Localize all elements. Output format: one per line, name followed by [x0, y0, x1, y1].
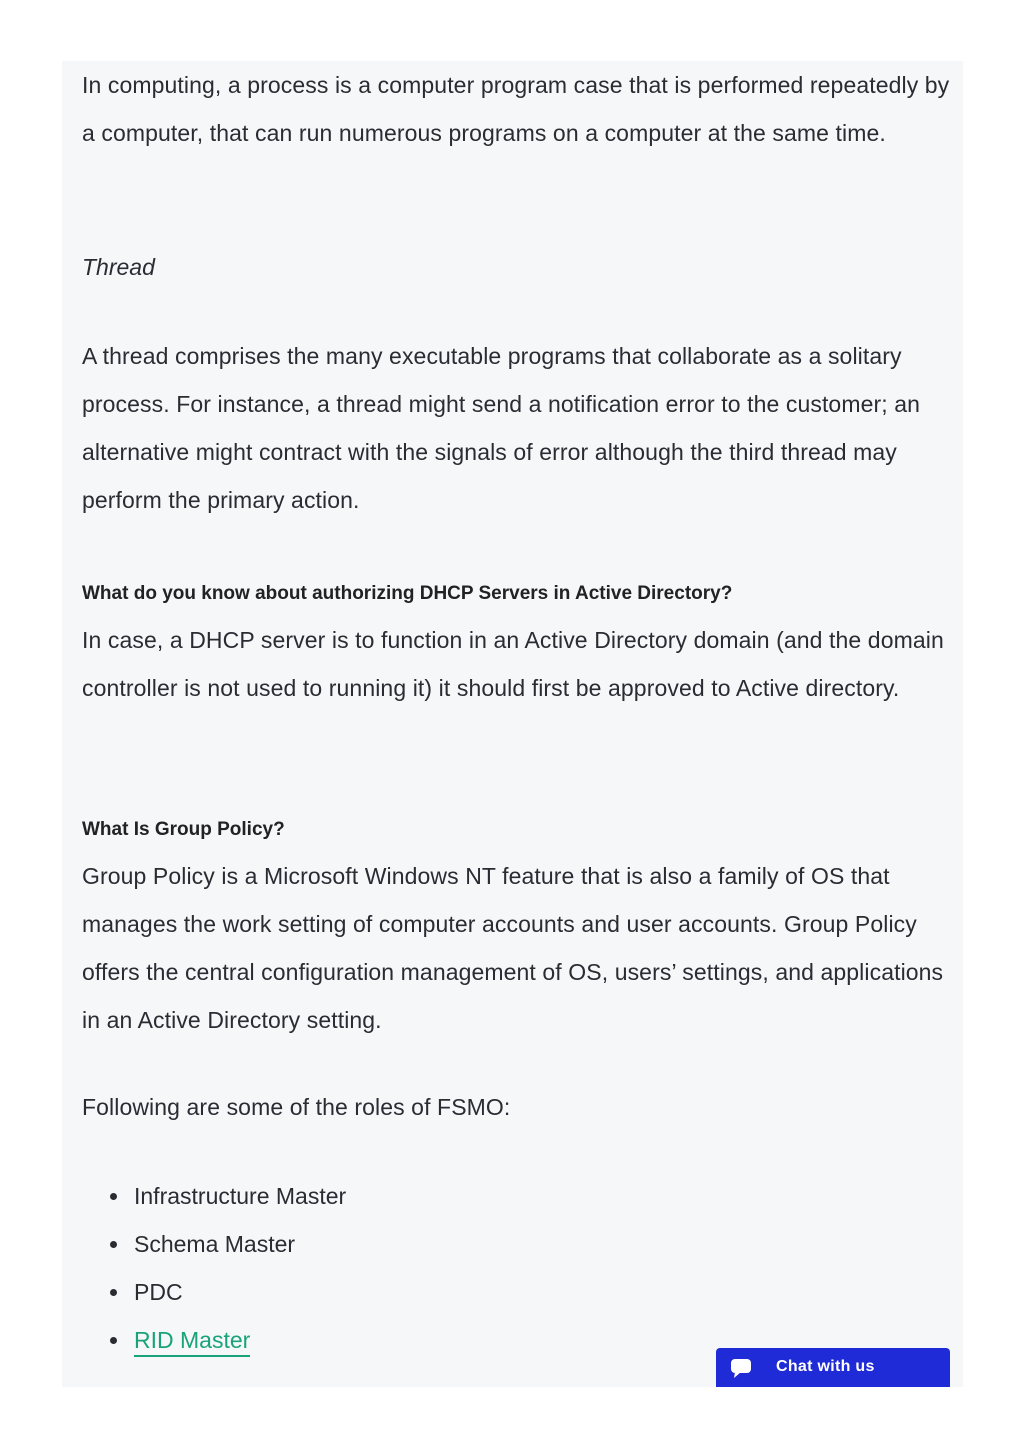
thread-heading: Thread — [82, 254, 155, 280]
fsmo-intro-paragraph: Following are some of the roles of FSMO: — [82, 1094, 511, 1120]
group-policy-question-heading: What Is Group Policy? — [82, 819, 285, 840]
dhcp-answer-paragraph: In case, a DHCP server is to function in an Active Directory domain (and the domain controller is not used to running it) it should first be approved to Active directory. — [82, 627, 944, 701]
list-item — [82, 1316, 346, 1364]
article-body — [62, 61, 963, 1387]
chat-bubble-icon — [730, 1357, 752, 1379]
list-item — [82, 1220, 346, 1268]
group-policy-answer-paragraph: Group Policy is a Microsoft Windows NT feature that is also a family of OS that manages the work setting of computer accounts and user accounts. Group Policy offers the central configuration management of OS, users’ settings, and applications in an Active Directory setting. — [82, 863, 944, 1033]
bullet-icon — [110, 1241, 117, 1248]
chat-label: Chat with us — [776, 1358, 875, 1375]
rid-master-link[interactable]: RID Master — [134, 1327, 250, 1357]
intro-paragraph: In computing, a process is a computer program case that is performed repeatedly by a computer, that can run numerous programs on a computer at the same time. — [82, 72, 950, 146]
dhcp-question-heading: What do you know about authorizing DHCP Servers in Active Directory? — [82, 583, 733, 604]
fsmo-role-pdc: PDC — [134, 1279, 183, 1305]
fsmo-role-schema: Schema Master — [134, 1231, 296, 1257]
bullet-icon — [110, 1289, 117, 1296]
list-item — [82, 1268, 346, 1316]
fsmo-roles-list — [82, 1172, 346, 1364]
thread-paragraph: A thread comprises the many executable programs that collaborate as a solitary process. For instance, a thread might send a notification error to the customer; an alternative might contract with the signals of error although the third thread may perform the primary action. — [82, 343, 920, 513]
bullet-icon — [110, 1193, 117, 1200]
chat-with-us-button[interactable] — [716, 1348, 950, 1387]
fsmo-role-infrastructure: Infrastructure Master — [134, 1183, 347, 1209]
list-item — [82, 1172, 346, 1220]
bullet-icon — [110, 1337, 117, 1344]
